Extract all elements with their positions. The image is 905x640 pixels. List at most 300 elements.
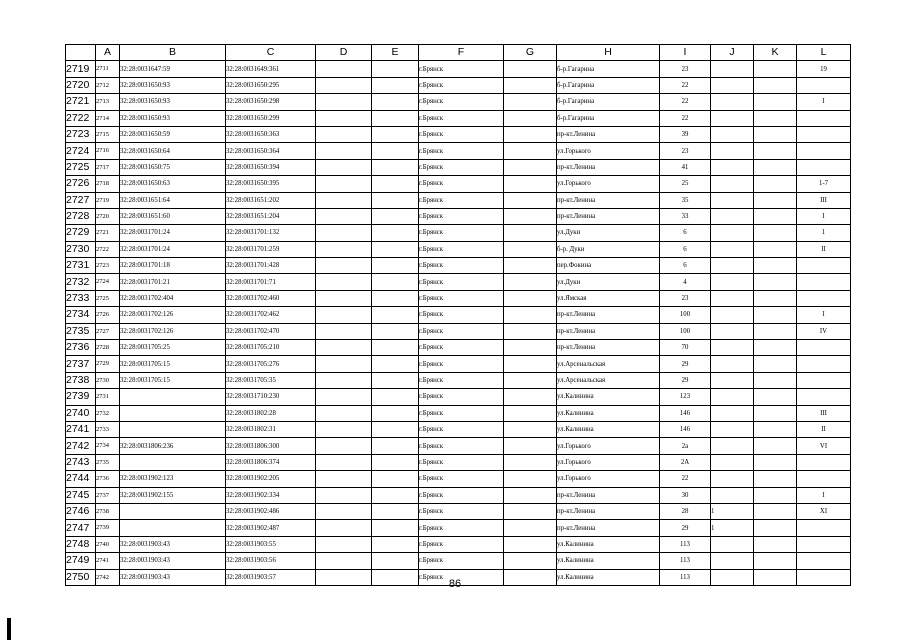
cell-g[interactable] [504, 192, 557, 208]
cell-g[interactable] [504, 536, 557, 552]
cell-d[interactable] [316, 94, 372, 110]
cell-a[interactable]: 2729 [96, 356, 120, 372]
cell-h[interactable]: ул.Арсенальская [557, 356, 660, 372]
cell-d[interactable] [316, 241, 372, 257]
cell-g[interactable] [504, 356, 557, 372]
cell-i[interactable]: 23 [660, 143, 711, 159]
cell-a[interactable]: 2737 [96, 487, 120, 503]
cell-i[interactable]: 146 [660, 405, 711, 421]
cell-f[interactable]: г.Брянск [419, 471, 504, 487]
cell-f[interactable]: г.Брянск [419, 241, 504, 257]
column-header-l[interactable]: L [797, 45, 851, 61]
cell-b[interactable]: 32:28:0031650:64 [120, 143, 226, 159]
cell-l[interactable]: III [797, 405, 851, 421]
cell-j[interactable] [711, 258, 754, 274]
cell-d[interactable] [316, 61, 372, 77]
cell-f[interactable]: г.Брянск [419, 61, 504, 77]
cell-i[interactable]: 113 [660, 553, 711, 569]
row-number[interactable]: 2747 [66, 520, 96, 536]
row-number[interactable]: 2729 [66, 225, 96, 241]
cell-h[interactable]: ул.Горького [557, 176, 660, 192]
cell-d[interactable] [316, 503, 372, 519]
cell-k[interactable] [754, 536, 797, 552]
cell-l[interactable]: VI [797, 438, 851, 454]
cell-k[interactable] [754, 61, 797, 77]
cell-c[interactable]: 32:28:0031705:210 [226, 340, 316, 356]
cell-f[interactable]: г.Брянск [419, 487, 504, 503]
cell-l[interactable]: I [797, 487, 851, 503]
cell-a[interactable]: 2732 [96, 405, 120, 421]
cell-f[interactable]: г.Брянск [419, 126, 504, 142]
cell-i[interactable]: 6 [660, 225, 711, 241]
column-header-e[interactable]: E [372, 45, 419, 61]
cell-j[interactable] [711, 421, 754, 437]
cell-f[interactable]: г.Брянск [419, 356, 504, 372]
cell-f[interactable]: г.Брянск [419, 438, 504, 454]
cell-i[interactable]: 22 [660, 471, 711, 487]
cell-g[interactable] [504, 290, 557, 306]
cell-j[interactable] [711, 274, 754, 290]
cell-a[interactable]: 2728 [96, 340, 120, 356]
cell-h[interactable]: ул.Ямская [557, 290, 660, 306]
cell-h[interactable]: ул.Арсенальская [557, 372, 660, 388]
cell-e[interactable] [372, 241, 419, 257]
cell-b[interactable]: 32:28:0031650:93 [120, 77, 226, 93]
cell-i[interactable]: 4 [660, 274, 711, 290]
cell-b[interactable]: 32:28:0031651:64 [120, 192, 226, 208]
cell-j[interactable] [711, 389, 754, 405]
row-number[interactable]: 2748 [66, 536, 96, 552]
cell-a[interactable]: 2715 [96, 126, 120, 142]
column-header-f[interactable]: F [419, 45, 504, 61]
cell-j[interactable] [711, 225, 754, 241]
row-number[interactable]: 2735 [66, 323, 96, 339]
cell-d[interactable] [316, 372, 372, 388]
cell-b[interactable]: 32:28:0031702:126 [120, 323, 226, 339]
cell-c[interactable]: 32:28:0031806:374 [226, 454, 316, 470]
cell-k[interactable] [754, 290, 797, 306]
cell-a[interactable]: 2724 [96, 274, 120, 290]
cell-l[interactable] [797, 126, 851, 142]
cell-l[interactable] [797, 389, 851, 405]
cell-a[interactable]: 2721 [96, 225, 120, 241]
cell-c[interactable]: 32:28:0031902:486 [226, 503, 316, 519]
cell-k[interactable] [754, 258, 797, 274]
cell-j[interactable] [711, 110, 754, 126]
cell-e[interactable] [372, 225, 419, 241]
cell-a[interactable]: 2726 [96, 307, 120, 323]
cell-c[interactable]: 32:28:0031902:334 [226, 487, 316, 503]
cell-b[interactable] [120, 421, 226, 437]
cell-e[interactable] [372, 274, 419, 290]
cell-b[interactable]: 32:28:0031903:43 [120, 536, 226, 552]
cell-b[interactable]: 32:28:0031701:24 [120, 241, 226, 257]
row-number[interactable]: 2721 [66, 94, 96, 110]
column-header-g[interactable]: G [504, 45, 557, 61]
cell-k[interactable] [754, 487, 797, 503]
cell-c[interactable]: 32:28:0031705:35 [226, 372, 316, 388]
cell-i[interactable]: 29 [660, 356, 711, 372]
cell-k[interactable] [754, 340, 797, 356]
cell-e[interactable] [372, 438, 419, 454]
cell-h[interactable]: пр-кт.Ленина [557, 520, 660, 536]
cell-k[interactable] [754, 389, 797, 405]
cell-f[interactable]: г.Брянск [419, 405, 504, 421]
cell-k[interactable] [754, 405, 797, 421]
cell-i[interactable]: 29 [660, 520, 711, 536]
cell-i[interactable]: 39 [660, 126, 711, 142]
cell-j[interactable] [711, 405, 754, 421]
cell-b[interactable] [120, 454, 226, 470]
cell-c[interactable]: 32:28:0031649:361 [226, 61, 316, 77]
cell-f[interactable]: г.Брянск [419, 569, 504, 585]
row-number[interactable]: 2727 [66, 192, 96, 208]
cell-i[interactable]: 28 [660, 503, 711, 519]
cell-h[interactable]: ул.Калинина [557, 389, 660, 405]
cell-h[interactable]: ул.Дуки [557, 274, 660, 290]
cell-c[interactable]: 32:28:0031902:487 [226, 520, 316, 536]
cell-j[interactable]: 1 [711, 503, 754, 519]
cell-l[interactable] [797, 159, 851, 175]
cell-j[interactable] [711, 61, 754, 77]
cell-g[interactable] [504, 454, 557, 470]
cell-h[interactable]: б-р.Гагарина [557, 110, 660, 126]
cell-e[interactable] [372, 340, 419, 356]
cell-j[interactable] [711, 176, 754, 192]
cell-a[interactable]: 2735 [96, 454, 120, 470]
cell-e[interactable] [372, 143, 419, 159]
cell-f[interactable]: г.Брянск [419, 225, 504, 241]
cell-h[interactable]: ул.Калинина [557, 405, 660, 421]
cell-a[interactable]: 2733 [96, 421, 120, 437]
cell-a[interactable]: 2740 [96, 536, 120, 552]
cell-l[interactable] [797, 340, 851, 356]
cell-h[interactable]: ул.Калинина [557, 553, 660, 569]
cell-k[interactable] [754, 553, 797, 569]
cell-c[interactable]: 32:28:0031651:204 [226, 208, 316, 224]
cell-f[interactable]: г.Брянск [419, 454, 504, 470]
row-number[interactable]: 2745 [66, 487, 96, 503]
cell-h[interactable]: ул.Калинина [557, 569, 660, 585]
cell-d[interactable] [316, 126, 372, 142]
cell-b[interactable]: 32:28:0031702:126 [120, 307, 226, 323]
cell-a[interactable]: 2723 [96, 258, 120, 274]
corner-cell[interactable] [66, 45, 96, 61]
cell-g[interactable] [504, 143, 557, 159]
cell-c[interactable]: 32:28:0031701:428 [226, 258, 316, 274]
column-header-i[interactable]: I [660, 45, 711, 61]
cell-i[interactable]: 22 [660, 94, 711, 110]
cell-j[interactable] [711, 126, 754, 142]
cell-d[interactable] [316, 77, 372, 93]
cell-l[interactable] [797, 356, 851, 372]
cell-d[interactable] [316, 421, 372, 437]
cell-d[interactable] [316, 487, 372, 503]
cell-h[interactable]: пр-кт.Ленина [557, 503, 660, 519]
cell-l[interactable]: I [797, 307, 851, 323]
cell-c[interactable]: 32:28:0031902:205 [226, 471, 316, 487]
cell-k[interactable] [754, 421, 797, 437]
cell-g[interactable] [504, 323, 557, 339]
cell-c[interactable]: 32:28:0031705:276 [226, 356, 316, 372]
row-number[interactable]: 2724 [66, 143, 96, 159]
cell-g[interactable] [504, 553, 557, 569]
cell-f[interactable]: г.Брянск [419, 372, 504, 388]
cell-h[interactable]: ул.Горького [557, 454, 660, 470]
cell-g[interactable] [504, 258, 557, 274]
row-number[interactable]: 2734 [66, 307, 96, 323]
cell-g[interactable] [504, 340, 557, 356]
row-number[interactable]: 2726 [66, 176, 96, 192]
cell-l[interactable]: XI [797, 503, 851, 519]
cell-c[interactable]: 32:28:0031710:230 [226, 389, 316, 405]
cell-j[interactable] [711, 454, 754, 470]
cell-c[interactable]: 32:28:0031702:462 [226, 307, 316, 323]
cell-i[interactable]: 22 [660, 110, 711, 126]
cell-g[interactable] [504, 159, 557, 175]
cell-e[interactable] [372, 569, 419, 585]
cell-j[interactable] [711, 77, 754, 93]
row-number[interactable]: 2719 [66, 61, 96, 77]
cell-j[interactable] [711, 94, 754, 110]
cell-g[interactable] [504, 94, 557, 110]
cell-l[interactable]: IV [797, 323, 851, 339]
cell-h[interactable]: б-р.Гагарина [557, 77, 660, 93]
cell-c[interactable]: 32:28:0031903:55 [226, 536, 316, 552]
cell-e[interactable] [372, 471, 419, 487]
cell-c[interactable]: 32:28:0031806:300 [226, 438, 316, 454]
cell-l[interactable]: 19 [797, 61, 851, 77]
cell-d[interactable] [316, 356, 372, 372]
cell-k[interactable] [754, 241, 797, 257]
cell-b[interactable]: 32:28:0031650:63 [120, 176, 226, 192]
cell-a[interactable]: 2716 [96, 143, 120, 159]
cell-k[interactable] [754, 159, 797, 175]
cell-f[interactable]: г.Брянск [419, 110, 504, 126]
cell-l[interactable]: I [797, 208, 851, 224]
cell-l[interactable]: II [797, 421, 851, 437]
cell-b[interactable]: 32:28:0031806:236 [120, 438, 226, 454]
row-number[interactable]: 2740 [66, 405, 96, 421]
cell-a[interactable]: 2722 [96, 241, 120, 257]
row-number[interactable]: 2743 [66, 454, 96, 470]
cell-l[interactable] [797, 110, 851, 126]
cell-k[interactable] [754, 94, 797, 110]
cell-l[interactable] [797, 520, 851, 536]
cell-k[interactable] [754, 225, 797, 241]
cell-e[interactable] [372, 159, 419, 175]
cell-c[interactable]: 32:28:0031650:394 [226, 159, 316, 175]
cell-h[interactable]: ул.Калинина [557, 536, 660, 552]
row-number[interactable]: 2728 [66, 208, 96, 224]
cell-j[interactable] [711, 143, 754, 159]
cell-d[interactable] [316, 274, 372, 290]
row-number[interactable]: 2733 [66, 290, 96, 306]
cell-b[interactable]: 32:28:0031705:15 [120, 356, 226, 372]
cell-a[interactable]: 2727 [96, 323, 120, 339]
cell-g[interactable] [504, 487, 557, 503]
row-number[interactable]: 2742 [66, 438, 96, 454]
cell-d[interactable] [316, 340, 372, 356]
cell-e[interactable] [372, 77, 419, 93]
cell-l[interactable] [797, 471, 851, 487]
column-header-b[interactable]: B [120, 45, 226, 61]
cell-j[interactable] [711, 192, 754, 208]
cell-b[interactable]: 32:28:0031903:43 [120, 553, 226, 569]
cell-l[interactable] [797, 372, 851, 388]
cell-l[interactable] [797, 553, 851, 569]
cell-e[interactable] [372, 553, 419, 569]
cell-f[interactable]: г.Брянск [419, 323, 504, 339]
cell-h[interactable]: ул.Калинина [557, 421, 660, 437]
cell-e[interactable] [372, 356, 419, 372]
cell-c[interactable]: 32:28:0031650:298 [226, 94, 316, 110]
cell-k[interactable] [754, 569, 797, 585]
cell-f[interactable]: г.Брянск [419, 176, 504, 192]
cell-d[interactable] [316, 225, 372, 241]
cell-g[interactable] [504, 176, 557, 192]
cell-d[interactable] [316, 553, 372, 569]
cell-f[interactable]: г.Брянск [419, 258, 504, 274]
cell-k[interactable] [754, 372, 797, 388]
cell-a[interactable]: 2719 [96, 192, 120, 208]
cell-a[interactable]: 2736 [96, 471, 120, 487]
cell-a[interactable]: 2731 [96, 389, 120, 405]
cell-e[interactable] [372, 421, 419, 437]
cell-l[interactable]: 1-7 [797, 176, 851, 192]
cell-i[interactable]: 22 [660, 77, 711, 93]
cell-l[interactable]: I [797, 94, 851, 110]
cell-c[interactable]: 32:28:0031802:28 [226, 405, 316, 421]
cell-g[interactable] [504, 405, 557, 421]
cell-c[interactable]: 32:28:0031903:57 [226, 569, 316, 585]
cell-g[interactable] [504, 503, 557, 519]
cell-i[interactable]: 23 [660, 290, 711, 306]
cell-b[interactable]: 32:28:0031702:404 [120, 290, 226, 306]
cell-f[interactable]: г.Брянск [419, 77, 504, 93]
cell-k[interactable] [754, 192, 797, 208]
cell-g[interactable] [504, 110, 557, 126]
cell-b[interactable]: 32:28:0031647:59 [120, 61, 226, 77]
cell-i[interactable]: 2А [660, 454, 711, 470]
cell-i[interactable]: 2а [660, 438, 711, 454]
cell-l[interactable] [797, 77, 851, 93]
cell-c[interactable]: 32:28:0031701:259 [226, 241, 316, 257]
cell-h[interactable]: пр-кт.Ленина [557, 159, 660, 175]
cell-b[interactable]: 32:28:0031705:15 [120, 372, 226, 388]
cell-a[interactable]: 2713 [96, 94, 120, 110]
cell-b[interactable]: 32:28:0031701:21 [120, 274, 226, 290]
cell-g[interactable] [504, 372, 557, 388]
cell-h[interactable]: ул.Горького [557, 471, 660, 487]
cell-a[interactable]: 2739 [96, 520, 120, 536]
column-header-h[interactable]: H [557, 45, 660, 61]
cell-a[interactable]: 2742 [96, 569, 120, 585]
cell-g[interactable] [504, 77, 557, 93]
cell-b[interactable]: 32:28:0031705:25 [120, 340, 226, 356]
cell-f[interactable]: г.Брянск [419, 159, 504, 175]
cell-e[interactable] [372, 487, 419, 503]
cell-h[interactable]: б-р.Гагарина [557, 94, 660, 110]
row-number[interactable]: 2731 [66, 258, 96, 274]
cell-j[interactable]: 1 [711, 520, 754, 536]
cell-d[interactable] [316, 208, 372, 224]
cell-d[interactable] [316, 389, 372, 405]
row-number[interactable]: 2741 [66, 421, 96, 437]
cell-j[interactable] [711, 290, 754, 306]
cell-c[interactable]: 32:28:0031650:364 [226, 143, 316, 159]
cell-l[interactable] [797, 143, 851, 159]
cell-h[interactable]: ул.Горького [557, 143, 660, 159]
cell-a[interactable]: 2720 [96, 208, 120, 224]
cell-e[interactable] [372, 503, 419, 519]
row-number[interactable]: 2744 [66, 471, 96, 487]
cell-c[interactable]: 32:28:0031802:31 [226, 421, 316, 437]
cell-a[interactable]: 2738 [96, 503, 120, 519]
cell-d[interactable] [316, 258, 372, 274]
cell-c[interactable]: 32:28:0031701:132 [226, 225, 316, 241]
cell-l[interactable] [797, 569, 851, 585]
cell-i[interactable]: 113 [660, 569, 711, 585]
cell-b[interactable]: 32:28:0031650:59 [120, 126, 226, 142]
cell-i[interactable]: 146 [660, 421, 711, 437]
row-number[interactable]: 2732 [66, 274, 96, 290]
row-number[interactable]: 2739 [66, 389, 96, 405]
cell-a[interactable]: 2730 [96, 372, 120, 388]
cell-h[interactable]: пр-кт.Ленина [557, 340, 660, 356]
cell-k[interactable] [754, 438, 797, 454]
cell-d[interactable] [316, 192, 372, 208]
cell-h[interactable]: пр-кт.Ленина [557, 208, 660, 224]
cell-d[interactable] [316, 520, 372, 536]
cell-k[interactable] [754, 77, 797, 93]
cell-k[interactable] [754, 454, 797, 470]
cell-c[interactable]: 32:28:0031903:56 [226, 553, 316, 569]
cell-e[interactable] [372, 208, 419, 224]
cell-g[interactable] [504, 208, 557, 224]
cell-f[interactable]: г.Брянск [419, 536, 504, 552]
cell-l[interactable] [797, 454, 851, 470]
cell-f[interactable]: г.Брянск [419, 553, 504, 569]
cell-k[interactable] [754, 503, 797, 519]
cell-i[interactable]: 113 [660, 536, 711, 552]
row-number[interactable]: 2720 [66, 77, 96, 93]
row-number[interactable]: 2730 [66, 241, 96, 257]
cell-h[interactable]: б-р. Дуки [557, 241, 660, 257]
cell-a[interactable]: 2741 [96, 553, 120, 569]
cell-g[interactable] [504, 438, 557, 454]
cell-l[interactable] [797, 274, 851, 290]
cell-i[interactable]: 33 [660, 208, 711, 224]
cell-e[interactable] [372, 94, 419, 110]
cell-g[interactable] [504, 126, 557, 142]
row-number[interactable]: 2738 [66, 372, 96, 388]
row-number[interactable]: 2750 [66, 569, 96, 585]
cell-e[interactable] [372, 176, 419, 192]
cell-k[interactable] [754, 208, 797, 224]
cell-a[interactable]: 2734 [96, 438, 120, 454]
cell-f[interactable]: г.Брянск [419, 94, 504, 110]
cell-j[interactable] [711, 323, 754, 339]
cell-b[interactable] [120, 503, 226, 519]
cell-h[interactable]: пер.Фокина [557, 258, 660, 274]
cell-i[interactable]: 25 [660, 176, 711, 192]
cell-h[interactable]: б-р.Гагарина [557, 61, 660, 77]
cell-h[interactable]: пр-кт.Ленина [557, 307, 660, 323]
cell-k[interactable] [754, 274, 797, 290]
cell-f[interactable]: г.Брянск [419, 290, 504, 306]
cell-e[interactable] [372, 405, 419, 421]
